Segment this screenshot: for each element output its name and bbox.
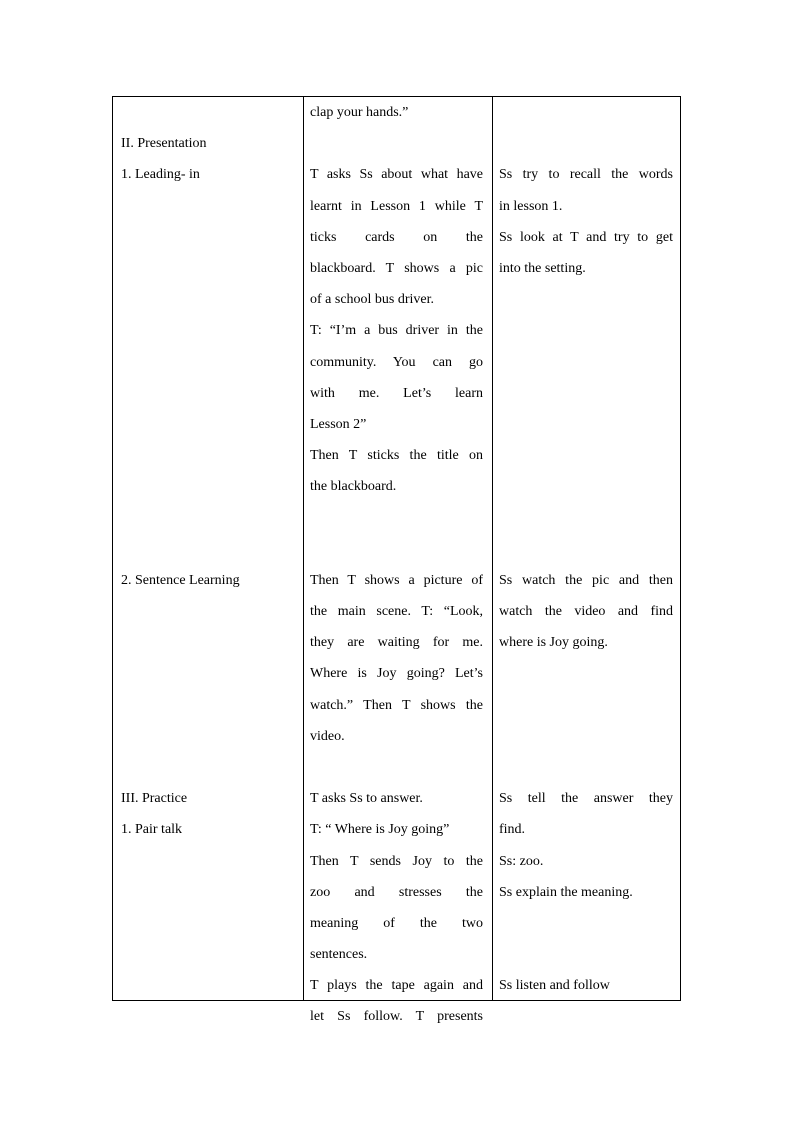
teacher-activity-line: video. [310, 728, 345, 744]
column-divider [303, 97, 304, 1000]
teacher-activity-line: let Ss follow. T presents [310, 1009, 483, 1025]
student-activity-line [499, 378, 673, 409]
student-activity-line: Ss listen and follow [499, 978, 610, 994]
stage-line [121, 284, 299, 315]
teacher-activity-line: learnt in Lesson 1 while T [310, 198, 483, 214]
teacher-activity-line: T: “I’m a bus driver in the [310, 323, 483, 339]
student-activity-line [499, 128, 673, 159]
stage-line [121, 315, 299, 346]
student-activity-line [499, 939, 673, 970]
teacher-activity-line: sentences. [310, 947, 368, 963]
teacher-activity-line [310, 752, 483, 783]
student-activity-line: in lesson 1. [499, 198, 563, 214]
teacher-activity-line: zoo and stresses the [310, 884, 483, 900]
teacher-activity-line: of a school bus driver. [310, 292, 435, 308]
stage-line [121, 534, 299, 565]
stage-line [121, 222, 299, 253]
lesson-plan-table [112, 96, 681, 1025]
stage-line [121, 191, 299, 222]
teacher-activity-line [310, 502, 483, 533]
student-activity-line: watch the video and find [499, 604, 673, 619]
teacher-activity-line: Then T sends Joy to the [310, 853, 483, 869]
stage-line [121, 721, 299, 752]
teacher-activity-column [310, 97, 483, 1033]
stage-line: II. Presentation [121, 136, 207, 152]
stage-line: 1. Leading- in [121, 167, 200, 183]
teacher-activity-line: ticks cards on the [310, 229, 483, 245]
teacher-activity-line: Lesson 2” [310, 416, 367, 432]
stage-line [121, 690, 299, 721]
column-divider [492, 97, 493, 1000]
student-activity-line [499, 97, 673, 128]
teacher-activity-line: Where is Joy going? Let’s [310, 666, 483, 682]
student-activity-line [499, 409, 673, 440]
teacher-activity-line [310, 128, 483, 159]
stage-line [121, 440, 299, 471]
student-activity-line: Ss try to recall the words [499, 167, 673, 183]
student-activity-line [499, 690, 673, 721]
student-activity-column [499, 97, 673, 1001]
student-activity-line: find. [499, 822, 526, 838]
student-activity-line [499, 502, 673, 533]
student-activity-line [499, 347, 673, 378]
student-activity-line [499, 315, 673, 346]
stage-line [121, 596, 299, 627]
teacher-activity-line: Then T shows a picture of [310, 572, 483, 588]
teacher-activity-line [310, 534, 483, 565]
teacher-activity-line: Then T sticks the title on [310, 448, 483, 464]
stage-line [121, 658, 299, 689]
stage-line [121, 409, 299, 440]
teacher-activity-line: the main scene. T: “Look, [310, 604, 483, 619]
teacher-activity-line: T asks Ss about what have [310, 167, 483, 183]
student-activity-line [499, 440, 673, 471]
stage-line: 1. Pair talk [121, 822, 183, 838]
student-activity-line: Ss: zoo. [499, 853, 544, 869]
student-activity-line: Ss explain the meaning. [499, 884, 633, 900]
student-activity-line [499, 752, 673, 783]
teacher-activity-line: meaning of the two [310, 915, 483, 931]
teacher-activity-line: T plays the tape again and [310, 978, 483, 994]
teacher-activity-line: the blackboard. [310, 479, 397, 495]
teacher-activity-line: T asks Ss to answer. [310, 791, 423, 807]
stage-line [121, 752, 299, 783]
stage-line [121, 627, 299, 658]
teacher-activity-line: blackboard. T shows a pic [310, 260, 483, 276]
teacher-activity-line: clap your hands.” [310, 105, 409, 120]
student-activity-line [499, 471, 673, 502]
stage-line [121, 378, 299, 409]
student-activity-line [499, 534, 673, 565]
student-activity-line: Ss look at T and try to get [499, 229, 673, 245]
teacher-activity-line: community. You can go [310, 354, 483, 370]
teacher-activity-line: T: “ Where is Joy going” [310, 822, 450, 838]
student-activity-line [499, 284, 673, 315]
stage-line: 2. Sentence Learning [121, 572, 240, 588]
student-activity-line [499, 908, 673, 939]
stage-line [121, 253, 299, 284]
stage-line [121, 471, 299, 502]
teacher-activity-line: watch.” Then T shows the [310, 697, 483, 713]
stage-line [121, 502, 299, 533]
student-activity-line: Ss tell the answer they [499, 791, 673, 807]
teacher-activity-line: they are waiting for me. [310, 635, 483, 651]
student-activity-line: into the setting. [499, 260, 586, 276]
student-activity-line: Ss watch the pic and then [499, 572, 673, 588]
stage-column [121, 97, 299, 846]
stage-line: III. Practice [121, 791, 188, 807]
stage-line [121, 347, 299, 378]
stage-line [121, 97, 299, 128]
student-activity-line [499, 721, 673, 752]
teacher-activity-line: with me. Let’s learn [310, 385, 483, 401]
student-activity-line [499, 658, 673, 689]
student-activity-line: where is Joy going. [499, 635, 608, 651]
